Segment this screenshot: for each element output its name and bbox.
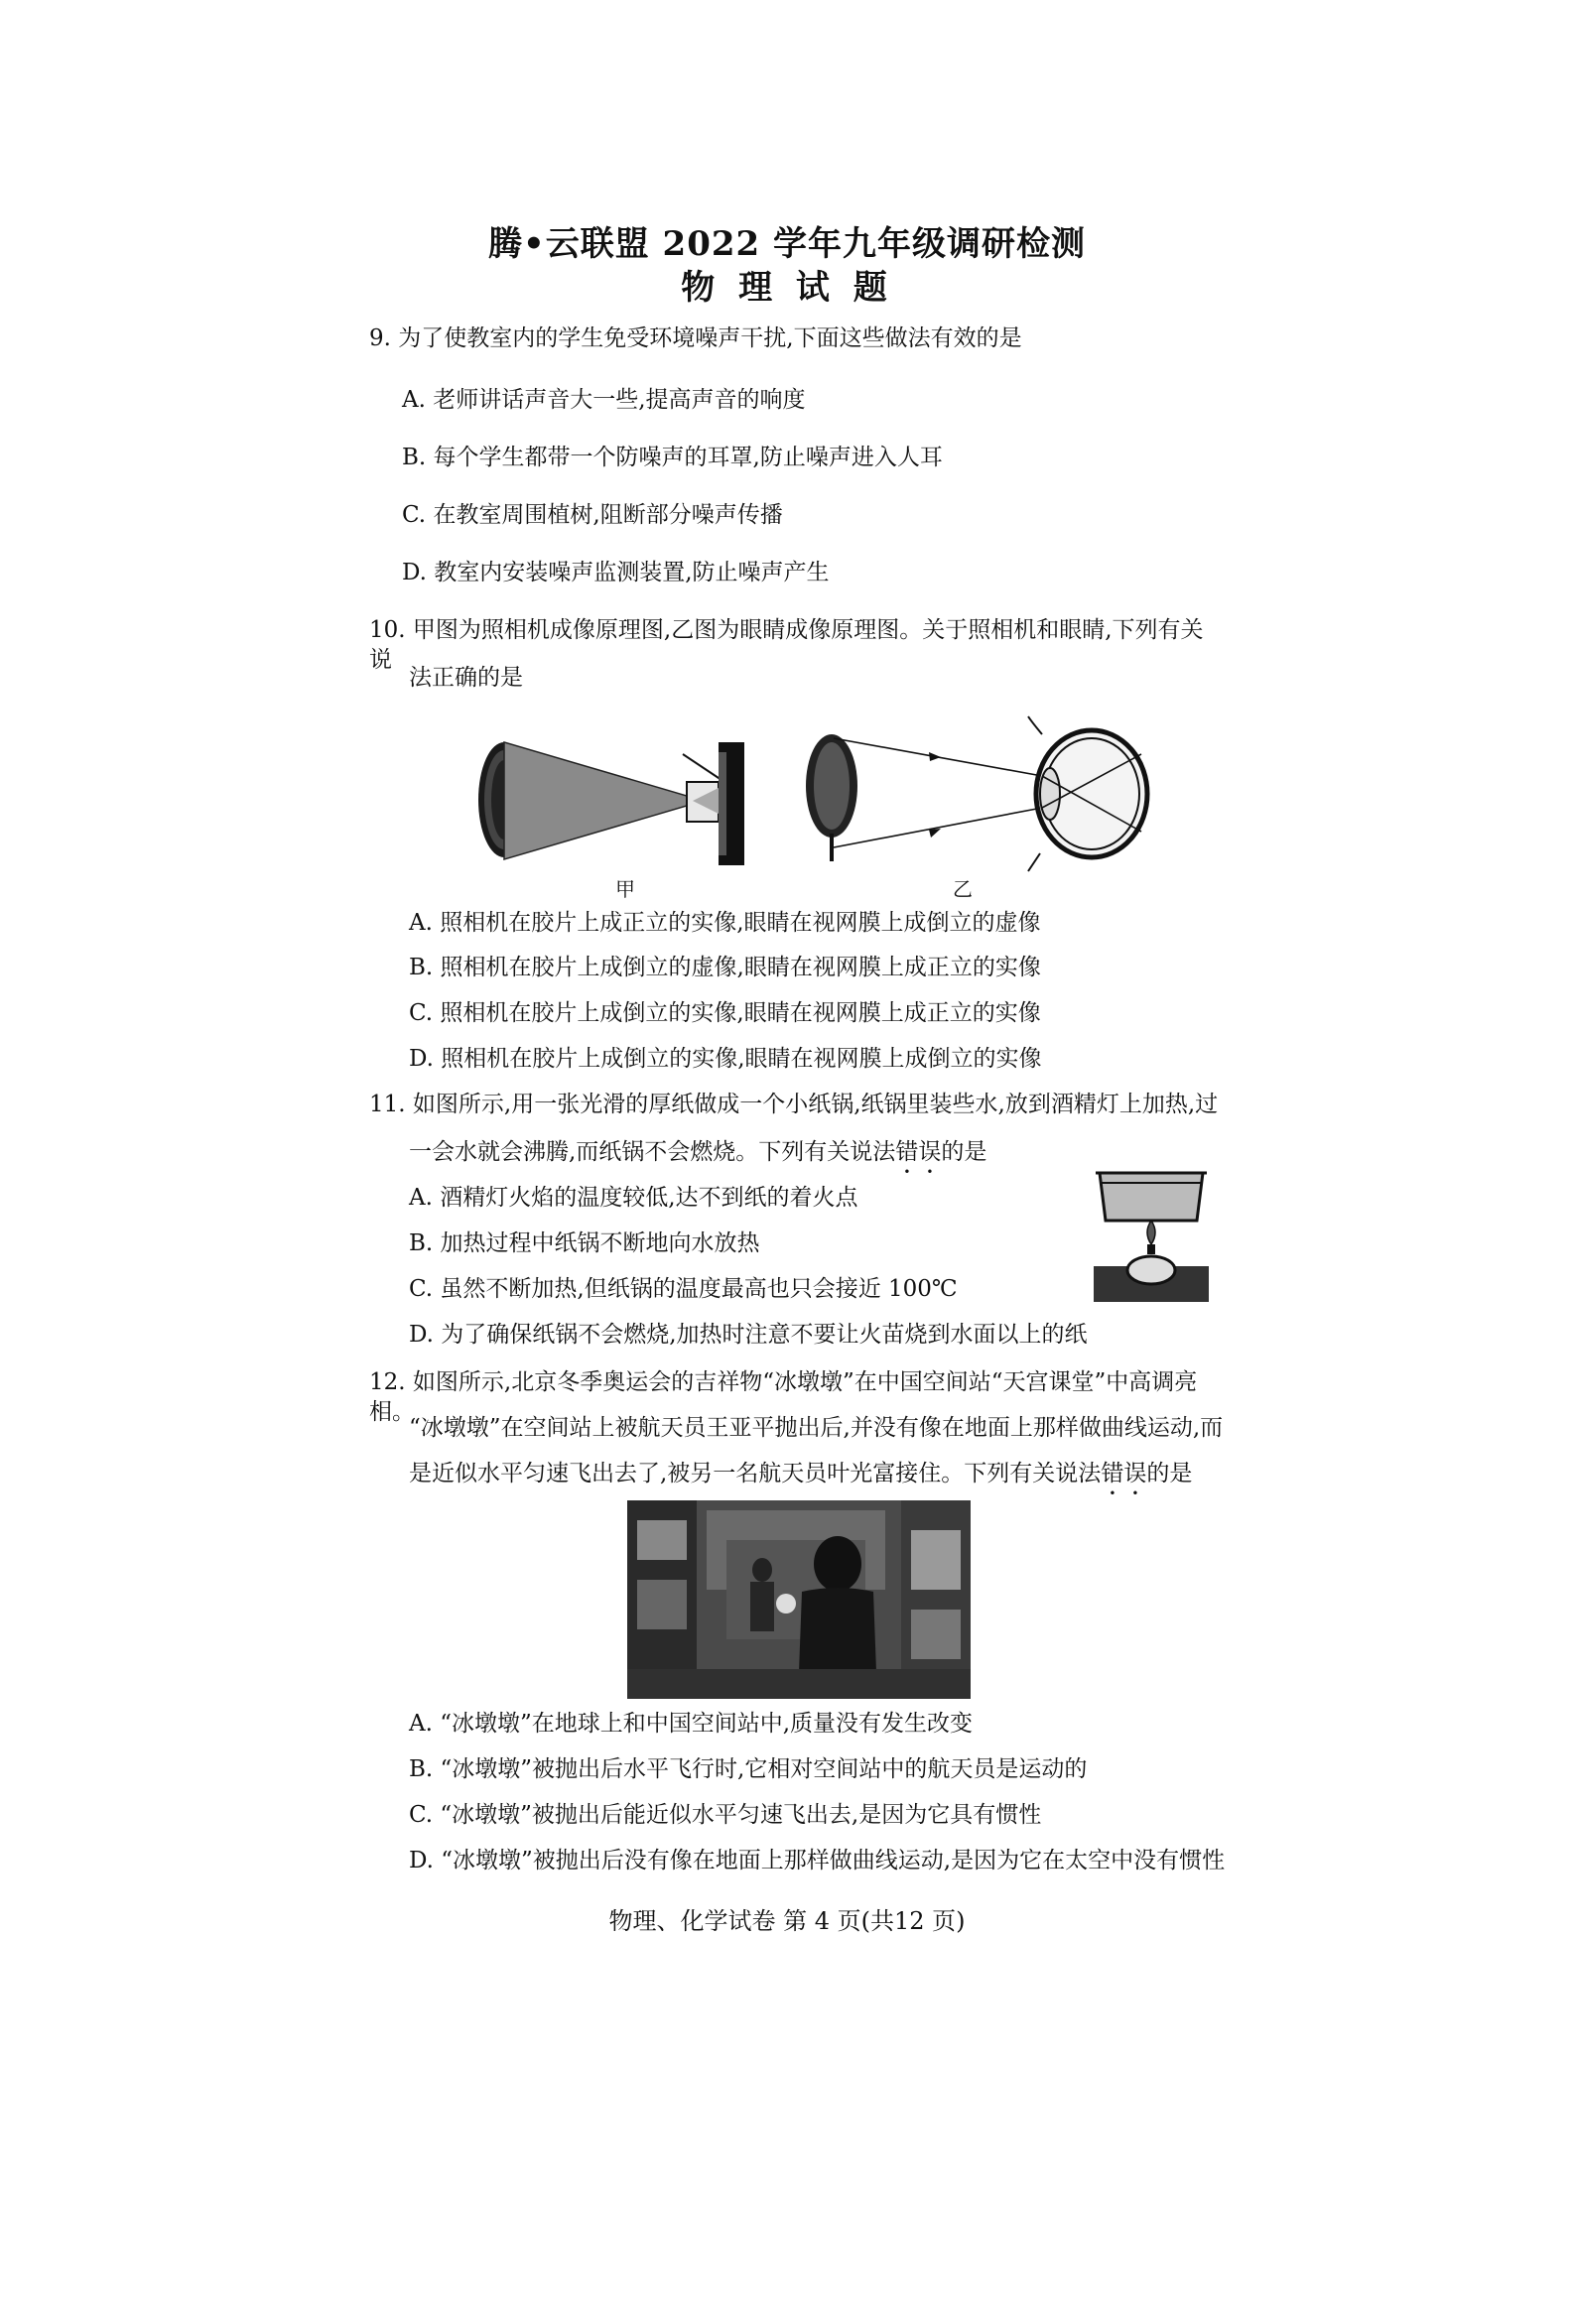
q9-option-c: C. 在教室周围植树,阻断部分噪声传播	[402, 502, 783, 528]
q11-option-c: C. 虽然不断加热,但纸锅的温度最高也只会接近 100℃	[409, 1276, 958, 1302]
emphasis-wrong: 错误	[1101, 1461, 1147, 1486]
q12-stem-line2: “冰墩墩”在空间站上被航天员王亚平抛出后,并没有像在地面上那样做曲线运动,而	[409, 1415, 1224, 1441]
eye-diagram	[794, 714, 1171, 873]
page-footer: 物理、化学试卷 第 4 页(共12 页)	[608, 1907, 966, 1935]
q12-option-d: D. “冰墩墩”被抛出后没有像在地面上那样做曲线运动,是因为它在太空中没有惯性	[409, 1848, 1226, 1873]
astronaut-icon	[750, 1558, 774, 1631]
eyeball-icon	[1028, 716, 1147, 871]
q10-option-a: A. 照相机在胶片上成正立的实像,眼睛在视网膜上成倒立的虚像	[409, 910, 1041, 936]
q11-stem-line1: 11. 如图所示,用一张光滑的厚纸做成一个小纸锅,纸锅里装些水,放到酒精灯上加热,过	[369, 1092, 1219, 1117]
flame-icon	[1147, 1221, 1155, 1244]
q9-option-d: D. 教室内安装噪声监测装置,防止噪声产生	[402, 560, 830, 585]
camera-diagram	[466, 724, 784, 873]
exam-title: 腾•云联盟 2022 学年九年级调研检测	[487, 224, 1087, 264]
q10-stem-line2: 法正确的是	[409, 665, 523, 691]
q11-option-b: B. 加热过程中纸锅不断地向水放热	[409, 1230, 760, 1256]
space-station-photo	[627, 1500, 971, 1699]
q9-stem: 9. 为了使教室内的学生免受环境噪声干扰,下面这些做法有效的是	[369, 325, 1022, 351]
figure-label-jia: 甲	[615, 877, 635, 901]
q12-option-b: B. “冰墩墩”被抛出后水平飞行时,它相对空间站中的航天员是运动的	[409, 1756, 1088, 1782]
q9-option-b: B. 每个学生都带一个防噪声的耳罩,防止噪声进入人耳	[402, 445, 943, 470]
q11-stem-line2: 一会水就会沸腾,而纸锅不会燃烧。下列有关说法错误的是	[409, 1139, 987, 1165]
q10-stem-line1: 10. 甲图为照相机成像原理图,乙图为眼睛成像原理图。关于照相机和眼睛,下列有关说	[369, 617, 1204, 673]
q10-option-b: B. 照相机在胶片上成倒立的虚像,眼睛在视网膜上成正立的实像	[409, 955, 1041, 980]
paper-pot-icon	[1100, 1173, 1203, 1221]
alcohol-lamp-icon	[1127, 1256, 1175, 1284]
q10-option-d: D. 照相机在胶片上成倒立的实像,眼睛在视网膜上成倒立的实像	[409, 1046, 1042, 1072]
q9-option-a: A. 老师讲话声音大一些,提高声音的响度	[402, 387, 806, 413]
q11-option-d: D. 为了确保纸锅不会燃烧,加热时注意不要让火苗烧到水面以上的纸	[409, 1322, 1088, 1348]
paper-pot-figure	[1092, 1159, 1211, 1308]
tree-icon	[806, 734, 857, 861]
q12-option-c: C. “冰墩墩”被抛出后能近似水平匀速飞出去,是因为它具有惯性	[409, 1802, 1042, 1828]
light-cone	[504, 742, 687, 859]
q12-stem-line1: 12. 如图所示,北京冬季奥运会的吉祥物“冰墩墩”在中国空间站“天宫课堂”中高调亮相。	[369, 1369, 1198, 1425]
q10-option-c: C. 照相机在胶片上成倒立的实像,眼睛在视网膜上成正立的实像	[409, 1000, 1041, 1026]
q11-option-a: A. 酒精灯火焰的温度较低,达不到纸的着火点	[409, 1185, 858, 1211]
q12-option-a: A. “冰墩墩”在地球上和中国空间站中,质量没有发生改变	[409, 1711, 974, 1737]
emphasis-wrong: 错误	[895, 1139, 942, 1165]
bing-dwen-dwen-icon	[776, 1594, 796, 1614]
q12-stem-line3: 是近似水平匀速飞出去了,被另一名航天员叶光富接住。下列有关说法错误的是	[409, 1461, 1193, 1486]
exam-subtitle: 物 理 试 题	[681, 268, 893, 308]
figure-label-yi: 乙	[953, 877, 973, 901]
